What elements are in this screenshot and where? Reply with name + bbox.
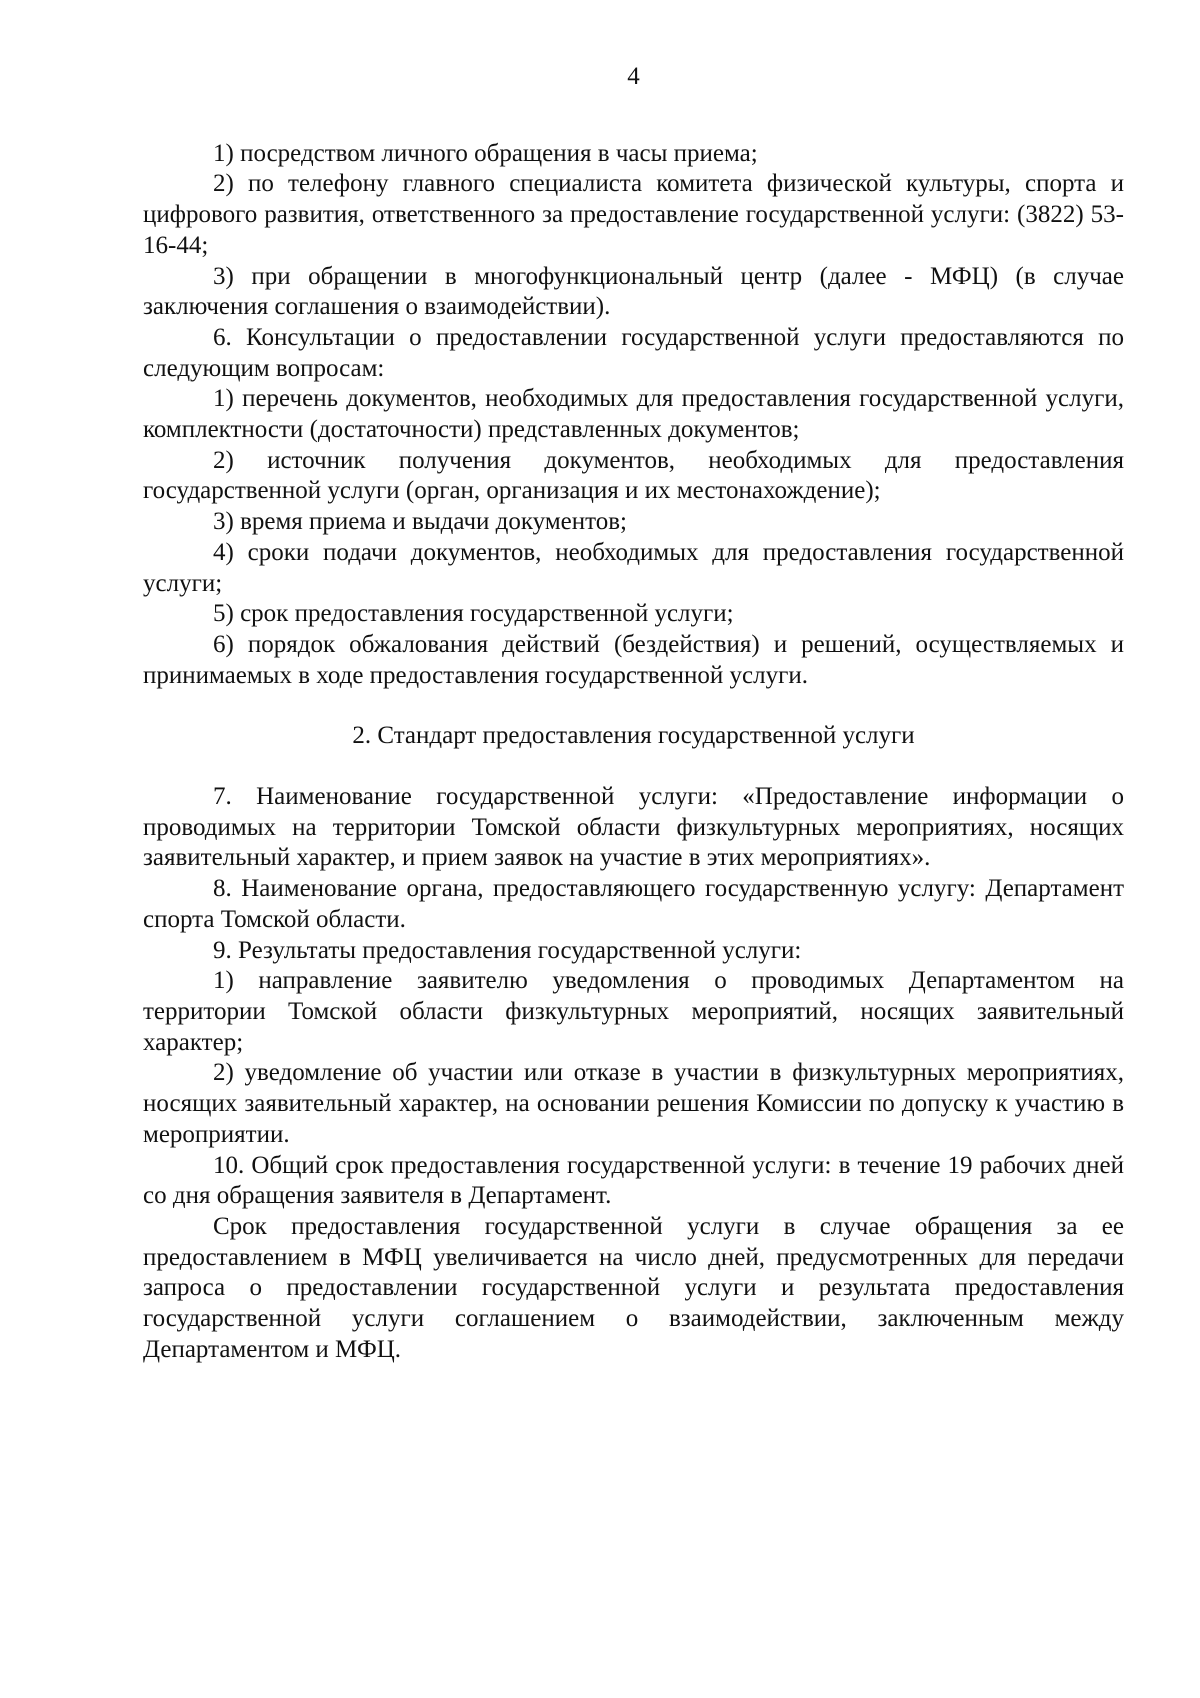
paragraph-item-8: 8. Наименование органа, предоставляющего государственную услугу: Департамент спорта Томской области. [143, 875, 1124, 933]
paragraph-consult-4: 4) сроки подачи документов, необходимых для предоставления государственной услуги; [143, 538, 1124, 597]
paragraph-consult-2: 2) источник получения документов, необходимых для предоставления государственной услуги (орган, организация и их местонахождение); [143, 446, 1124, 505]
paragraph-consult-5: 5) срок предоставления государственной услуги; [213, 600, 734, 628]
paragraph-item-9: 9. Результаты предоставления государственной услуги: [213, 936, 802, 964]
paragraph-result-1: 1) направление заявителю уведомления о проводимых Департаментом на территории Томской области физкультурных мероприятий, носящих заявительный характер; [143, 967, 1124, 1056]
paragraph-mfc-term: Срок предоставления государственной услуги в случае обращения за ее предоставлением в МФЦ увеличивается на число дней, предусмотренных для передачи запроса о предоставлении государственной услуги и результата предоставления государственной услуги соглашением о взаимодействии, заключенным между Департаментом и МФЦ. [143, 1212, 1124, 1363]
paragraph-consult-6: 6) порядок обжалования действий (бездействия) и решений, осуществляемых и принимаемых в ходе предоставления государственной услуги. [143, 630, 1124, 689]
paragraph-contact-2: 2) по телефону главного специалиста комитета физической культуры, спорта и цифрового развития, ответственного за предоставление государственной услуги: (3822) 53-16-44; [143, 170, 1124, 259]
paragraph-item-7: 7. Наименование государственной услуги: «Предоставление информации о проводимых на территории Томской области физкультурных мероприятиях, носящих заявительный характер, и прием заявок на участие в этих мероприятиях». [143, 783, 1124, 872]
paragraph-item-10: 10. Общий срок предоставления государственной услуги: в течение 19 рабочих дней со дня обращения заявителя в Департамент. [143, 1151, 1124, 1210]
paragraph-contact-1: 1) посредством личного обращения в часы приема; [213, 139, 758, 167]
paragraph-item-6: 6. Консультации о предоставлении государственной услуги предоставляются по следующим вопросам: [143, 323, 1124, 382]
page-number: 4 [627, 63, 640, 90]
paragraph-result-2: 2) уведомление об участии или отказе в участии в физкультурных мероприятиях, носящих заявительный характер, на основании решения Комиссии по допуску к участию в мероприятии. [143, 1059, 1124, 1148]
paragraph-contact-3: 3) при обращении в многофункциональный центр (далее - МФЦ) (в случае заключения соглашения о взаимодействии). [143, 262, 1124, 321]
paragraph-consult-3: 3) время приема и выдачи документов; [213, 508, 627, 536]
paragraph-consult-1: 1) перечень документов, необходимых для предоставления государственной услуги, комплектности (достаточности) представленных документов; [143, 385, 1124, 444]
section-title: 2. Стандарт предоставления государственной услуги [352, 722, 915, 750]
